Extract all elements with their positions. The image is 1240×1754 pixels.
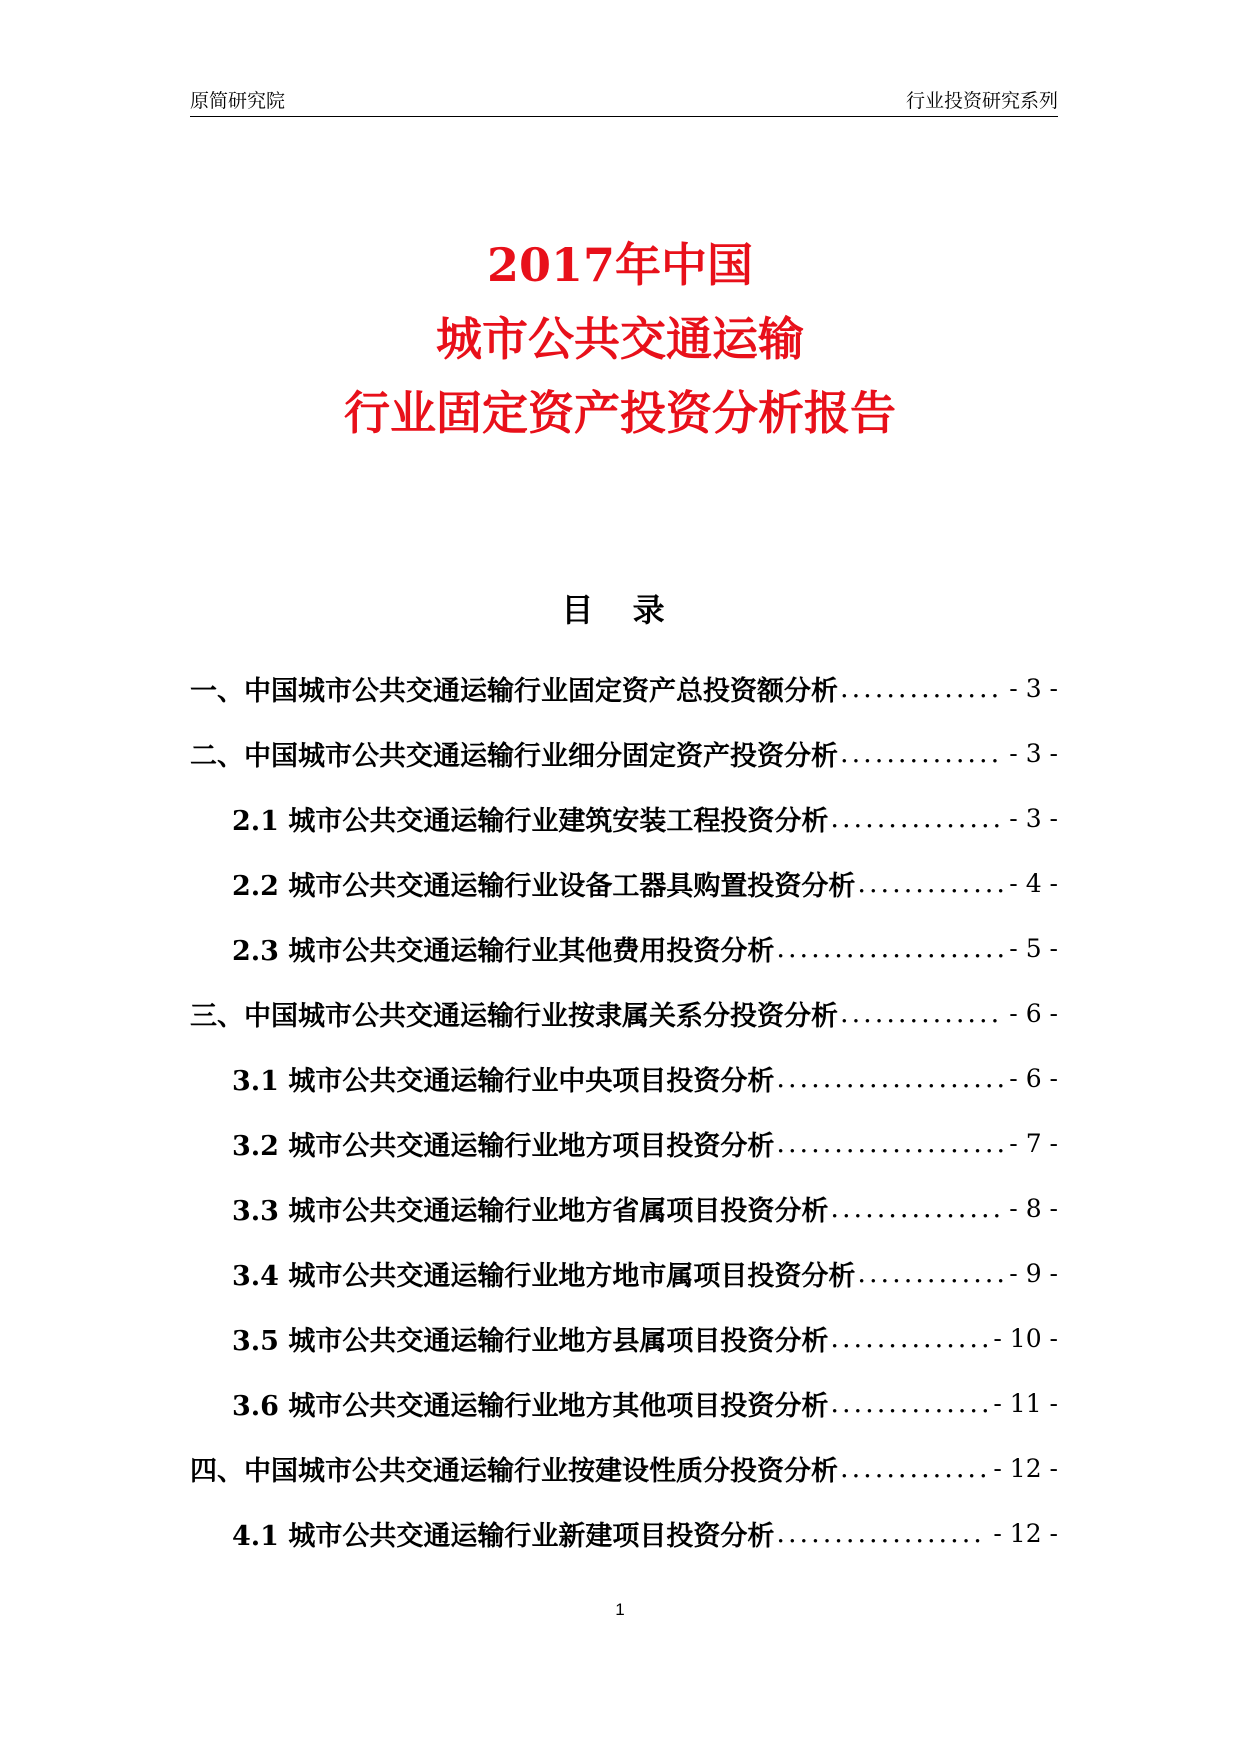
toc-item-3-1[interactable] — [190, 1046, 1058, 1111]
toc-dot-leader — [830, 1323, 987, 1354]
toc-dot-leader — [857, 1258, 1003, 1289]
toc-dot-leader — [776, 1063, 1003, 1094]
toc-item-3-4[interactable] — [190, 1241, 1058, 1306]
toc-item-label: 2.2 城市公共交通运输行业设备工器具购置投资分析 — [232, 871, 856, 902]
toc-item-1[interactable] — [190, 656, 1058, 721]
toc-dot-leader — [776, 1128, 1003, 1159]
toc-item-page: - 4 - — [1009, 869, 1058, 898]
toc-item-page: - 6 - — [1009, 1064, 1058, 1093]
toc-item-page: - 11 - — [993, 1389, 1058, 1418]
page-header — [190, 86, 1058, 117]
toc-item-label: 3.5 城市公共交通运输行业地方县属项目投资分析 — [232, 1326, 829, 1357]
toc-item-3-2[interactable] — [190, 1111, 1058, 1176]
toc-item-label: 3.2 城市公共交通运输行业地方项目投资分析 — [232, 1131, 775, 1162]
toc-item-page: - 9 - — [1009, 1259, 1058, 1288]
toc-dot-leader — [776, 933, 1003, 964]
toc-item-page: - 6 - — [1009, 999, 1058, 1028]
toc-item-page: - 10 - — [993, 1324, 1058, 1353]
toc-item-label: 一、中国城市公共交通运输行业固定资产总投资额分析 — [190, 676, 838, 707]
toc-item-page: - 3 - — [1009, 674, 1058, 703]
toc-item-3-3[interactable] — [190, 1176, 1058, 1241]
header-series-name: 行业投资研究系列 — [905, 90, 1058, 112]
toc-item-label: 2.1 城市公共交通运输行业建筑安装工程投资分析 — [232, 806, 829, 837]
page-number: 1 — [615, 1600, 625, 1619]
toc-dot-leader — [840, 738, 1003, 769]
report-title — [0, 228, 1240, 450]
toc-item-2-2[interactable] — [190, 851, 1058, 916]
toc-item-page: - 3 - — [1009, 804, 1058, 833]
toc-dot-leader — [776, 1518, 987, 1549]
toc-item-label: 四、中国城市公共交通运输行业按建设性质分投资分析 — [190, 1456, 838, 1487]
toc-dot-leader — [830, 1388, 987, 1419]
toc-item-2[interactable] — [190, 721, 1058, 786]
toc-item-label: 三、中国城市公共交通运输行业按隶属关系分投资分析 — [190, 1001, 838, 1032]
toc-item-label: 3.3 城市公共交通运输行业地方省属项目投资分析 — [232, 1196, 829, 1227]
toc-item-page: - 7 - — [1009, 1129, 1058, 1158]
toc-dot-leader — [840, 673, 1003, 704]
toc-dot-leader — [840, 998, 1003, 1029]
toc-item-page: - 8 - — [1009, 1194, 1058, 1223]
toc-heading: 目 录 — [561, 591, 679, 629]
toc-item-label: 2.3 城市公共交通运输行业其他费用投资分析 — [232, 936, 775, 967]
toc-item-3-6[interactable] — [190, 1371, 1058, 1436]
header-institute-name: 原简研究院 — [190, 90, 286, 112]
toc-dot-leader — [830, 803, 1003, 834]
toc-item-page: - 3 - — [1009, 739, 1058, 768]
toc-item-page: - 12 - — [993, 1454, 1058, 1483]
toc-item-label: 3.1 城市公共交通运输行业中央项目投资分析 — [232, 1066, 775, 1097]
title-line-3: 行业固定资产投资分析报告 — [344, 386, 896, 440]
toc-item-label: 二、中国城市公共交通运输行业细分固定资产投资分析 — [190, 741, 838, 772]
toc-item-label: 3.4 城市公共交通运输行业地方地市属项目投资分析 — [232, 1261, 856, 1292]
toc-item-4[interactable] — [190, 1436, 1058, 1501]
toc-item-2-1[interactable] — [190, 786, 1058, 851]
table-of-contents — [190, 656, 1058, 1566]
toc-item-page: - 12 - — [993, 1519, 1058, 1548]
toc-item-3-5[interactable] — [190, 1306, 1058, 1371]
toc-item-4-1[interactable] — [190, 1501, 1058, 1566]
toc-item-2-3[interactable] — [190, 916, 1058, 981]
toc-dot-leader — [840, 1453, 987, 1484]
toc-item-3[interactable] — [190, 981, 1058, 1046]
title-line-1: 2017年中国 — [486, 238, 754, 292]
toc-item-label: 4.1 城市公共交通运输行业新建项目投资分析 — [232, 1521, 775, 1552]
toc-item-label: 3.6 城市公共交通运输行业地方其他项目投资分析 — [232, 1391, 829, 1422]
toc-dot-leader — [830, 1193, 1003, 1224]
title-line-2: 城市公共交通运输 — [436, 312, 804, 366]
toc-dot-leader — [857, 868, 1003, 899]
toc-item-page: - 5 - — [1009, 934, 1058, 963]
